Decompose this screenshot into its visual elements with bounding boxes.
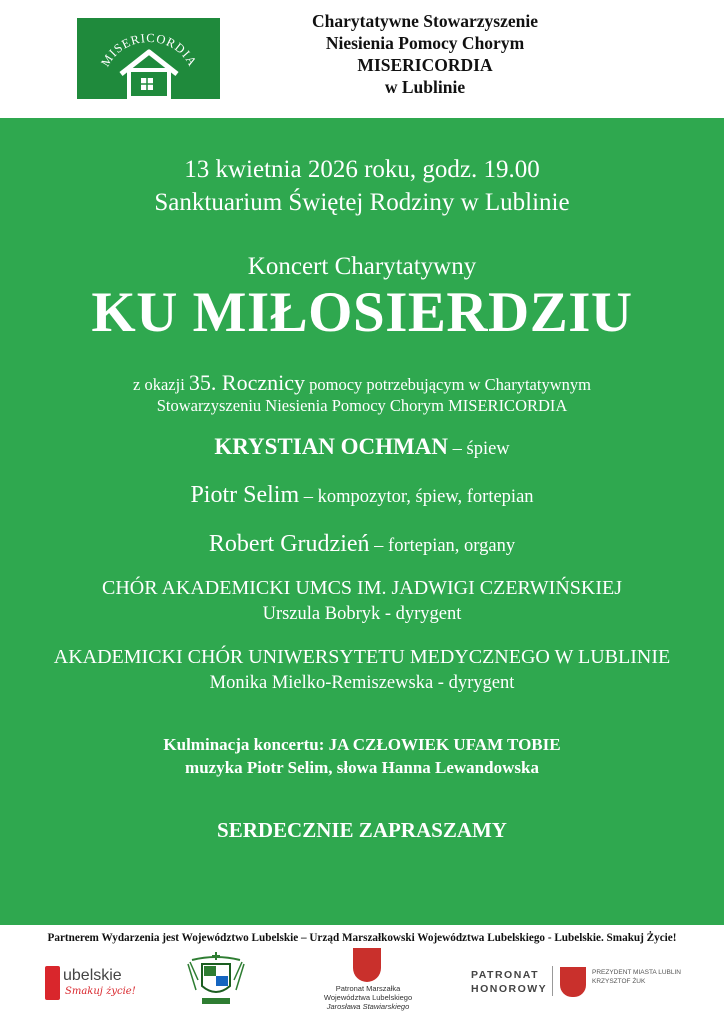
performer-name: Piotr Selim bbox=[190, 482, 300, 508]
marshal-patronage-text bbox=[318, 984, 418, 1011]
city-president-text bbox=[592, 968, 722, 986]
patronage-divider bbox=[552, 966, 553, 996]
event-panel bbox=[0, 118, 724, 925]
occasion-line-1 bbox=[0, 370, 724, 396]
patronat-line-1: PATRONAT bbox=[471, 969, 539, 981]
honorary-patronage-label bbox=[471, 968, 549, 996]
house-logo-icon bbox=[77, 18, 220, 99]
choir-umcs-conductor: Urszula Bobryk - dyrygent bbox=[262, 604, 462, 624]
performer-ochman bbox=[0, 434, 724, 460]
performer-role: – kompozytor, śpiew, fortepian bbox=[299, 487, 534, 507]
choir-um-conductor: Monika Mielko-Remiszewska - dyrygent bbox=[209, 673, 515, 693]
invitation: SERDECZNIE ZAPRASZAMY bbox=[217, 818, 507, 842]
performer-role: – śpiew bbox=[448, 439, 510, 459]
lubelskie-tagline: Smakuj życie! bbox=[65, 986, 136, 997]
occasion-prefix: z okazji bbox=[133, 375, 189, 394]
city-line-1: PREZYDENT MIASTA LUBLIN bbox=[592, 969, 681, 976]
bishop-crest-icon bbox=[186, 950, 246, 1012]
lublin-region-shield-icon bbox=[353, 948, 381, 982]
performer-name: KRYSTIAN OCHMAN bbox=[214, 434, 448, 459]
event-venue: Sanktuarium Świętej Rodziny w Lublinie bbox=[154, 189, 570, 216]
culmination-line-1: Kulminacja koncertu: JA CZŁOWIEK UFAM TOBIE bbox=[163, 735, 561, 754]
performer-selim bbox=[0, 482, 724, 509]
marshal-line-2: Województwa Lubelskiego bbox=[323, 993, 413, 1002]
culmination-line-2: muzyka Piotr Selim, słowa Hanna Lewandowska bbox=[185, 758, 539, 777]
performer-grudzien bbox=[0, 531, 724, 558]
org-line-2: Niesienia Pomocy Chorym bbox=[325, 33, 525, 53]
lublin-city-shield-icon bbox=[560, 967, 586, 997]
header bbox=[0, 0, 724, 118]
performer-name: Robert Grudzień bbox=[208, 531, 370, 557]
lubelskie-word: ubelskie bbox=[63, 967, 122, 984]
marshal-line-1: Patronat Marszałka bbox=[335, 984, 401, 993]
org-line-4: w Lublinie bbox=[384, 77, 466, 97]
lubelskie-l-icon bbox=[45, 966, 60, 1000]
city-line-2: KRZYSZTOF ŻUK bbox=[592, 978, 646, 985]
organization-name bbox=[260, 10, 590, 98]
logo-text: MISERICORDIA bbox=[98, 30, 200, 70]
patronat-line-2: HONOROWY bbox=[471, 983, 548, 995]
org-line-3: MISERICORDIA bbox=[357, 55, 493, 75]
marshal-line-3: Jarosława Stawiarskiego bbox=[326, 1002, 410, 1011]
event-subtitle: Koncert Charytatywny bbox=[247, 253, 477, 280]
event-title: KU MIŁOSIERDZIU bbox=[91, 281, 633, 344]
misericordia-logo bbox=[77, 18, 220, 99]
occasion-line-2: Stowarzyszeniu Niesienia Pomocy Chorym MISERICORDIA bbox=[156, 396, 568, 415]
partner-text: Partnerem Wydarzenia jest Województwo Lubelskie – Urząd Marszałkowski Województwa Lubelskiego - Lubelskie. Smakuj Życie! bbox=[47, 932, 677, 944]
choir-um: AKADEMICKI CHÓR UNIWERSYTETU MEDYCZNEGO W LUBLINIE bbox=[53, 646, 671, 668]
lubelskie-logo bbox=[45, 966, 145, 1006]
occasion-suffix: pomocy potrzebującym w Charytatywnym bbox=[305, 375, 591, 394]
org-line-1: Charytatywne Stowarzyszenie bbox=[312, 11, 538, 31]
occasion-highlight: 35. Rocznicy bbox=[188, 370, 306, 395]
event-date: 13 kwietnia 2026 roku, godz. 19.00 bbox=[184, 156, 540, 183]
choir-umcs: CHÓR AKADEMICKI UMCS IM. JADWIGI CZERWIŃSKIEJ bbox=[102, 577, 622, 599]
performer-role: – fortepian, organy bbox=[369, 536, 516, 556]
marshal-patronage bbox=[318, 948, 418, 1018]
